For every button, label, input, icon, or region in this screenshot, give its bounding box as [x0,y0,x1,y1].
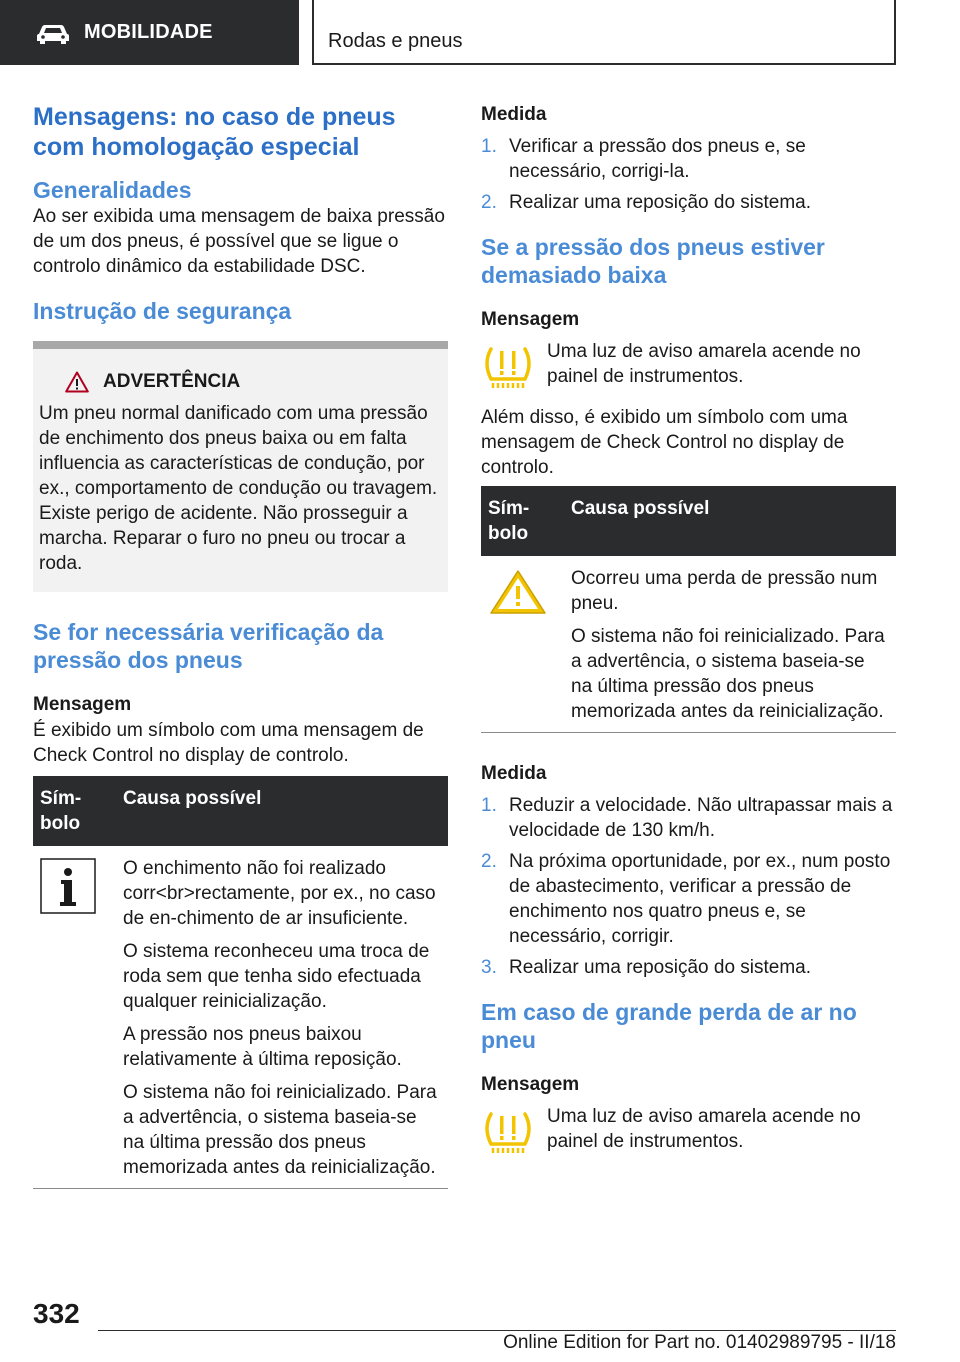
col-cause-header: Causa possível [116,776,448,846]
list-item: 1. Verificar a pressão dos pneus e, se necessário, corrigi-la. [481,136,806,182]
list-item: 2. Na próxima oportunidade, por ex., num posto de abastecimento, verificar a pressão de enchimento nos quatro pneus e, se necessário, corrigir. [481,851,891,947]
list-item: 3. Realizar uma reposição do sistema. [481,957,812,978]
list-item: 1. Reduzir a velocidade. Não ultrapassar mais a velocidade de 130 km/h. [481,795,893,841]
chapter-header [312,0,896,65]
cause-text: O enchimento não foi realizado corr<br>rectamente, por ex., no caso de en-chimento de ar insuficiente. [123,858,436,929]
col-symbol-header: Sím- bolo [33,776,116,846]
col-cause-header: Causa possível [564,486,896,556]
air-loss-heading: Em caso de grande perda de ar no pneu [481,999,857,1053]
measure-label: Medida [481,763,547,784]
lamp-text: Uma luz de aviso amarela acende no painel de instrumentos. [547,341,861,387]
info-icon [40,858,96,914]
warning-triangle-icon [65,371,89,393]
warning-title: ADVERTÊNCIA [103,371,241,392]
warning-triangle-icon [488,568,548,616]
message-label: Mensagem [481,1074,580,1095]
table-row [33,846,448,1189]
low-pressure-heading: Se a pressão dos pneus estiver demasiado baixa [481,234,825,288]
cause-table [481,486,896,733]
chapter-title: Rodas e pneus [328,30,463,52]
general-text: Ao ser exibida uma mensagem de baixa pressão de um dos pneus, é possível que se ligue o controlo dinâmico da estabilidade DSC. [33,206,445,277]
col-symbol-header: Sím- bolo [481,486,564,556]
cause-text: A pressão nos pneus baixou relativamente à última reposição. [123,1024,402,1070]
tire-pressure-warning-icon [481,343,535,393]
safety-heading: Instrução de segurança [33,298,292,324]
measure-list [481,793,896,980]
cause-text: Ocorreu uma perda de pressão num pneu. [571,568,878,614]
page-number: 332 [33,1298,80,1329]
car-icon [36,22,70,44]
message-text: É exibido um símbolo com uma mensagem de Check Control no display de controlo. [33,720,424,766]
edition-text: Online Edition for Part no. 01402989795 - II/18 [503,1332,896,1353]
general-heading: Generalidades [33,177,192,203]
table-row [481,556,896,733]
section-tab [0,0,299,65]
message-label: Mensagem [33,694,132,715]
cause-text: O sistema reconheceu uma troca de roda sem que tenha sido efectuada qualquer reinicialização. [123,941,430,1012]
warning-box [33,341,448,592]
tire-pressure-warning-icon [481,1108,535,1158]
measure-list [481,134,896,215]
cause-table [33,776,448,1189]
list-item: 2. Realizar uma reposição do sistema. [481,192,812,213]
left-column [33,102,448,1189]
message-label: Mensagem [481,309,580,330]
also-text: Além disso, é exibido um símbolo com uma mensagem de Check Control no display de controlo. [481,407,848,478]
cause-text: O sistema não foi reinicializado. Para a advertência, o sistema baseia-se na última pressão dos pneus memorizada antes da reinicialização. [123,1082,437,1178]
check-heading: Se for necessária verificação da pressão dos pneus [33,619,384,673]
footer-divider [98,1330,896,1331]
section-title: MOBILIDADE [84,21,213,43]
right-column [481,102,896,1158]
cause-text: O sistema não foi reinicializado. Para a advertência, o sistema baseia-se na última pressão dos pneus memorizada antes da reinicialização. [571,626,885,722]
page-title: Mensagens: no caso de pneus com homologação especial [33,103,396,161]
warning-text: Um pneu normal danificado com uma pressão de enchimento dos pneus baixa ou em falta influencia as características de condução, por ex., comportamento de condução ou travagem. Existe perigo de acidente. Não prosseguir a marcha. Reparar o furo no pneu ou trocar a roda. [39,403,438,574]
measure-label: Medida [481,104,547,125]
lamp-text: Uma luz de aviso amarela acende no painel de instrumentos. [547,1106,861,1152]
